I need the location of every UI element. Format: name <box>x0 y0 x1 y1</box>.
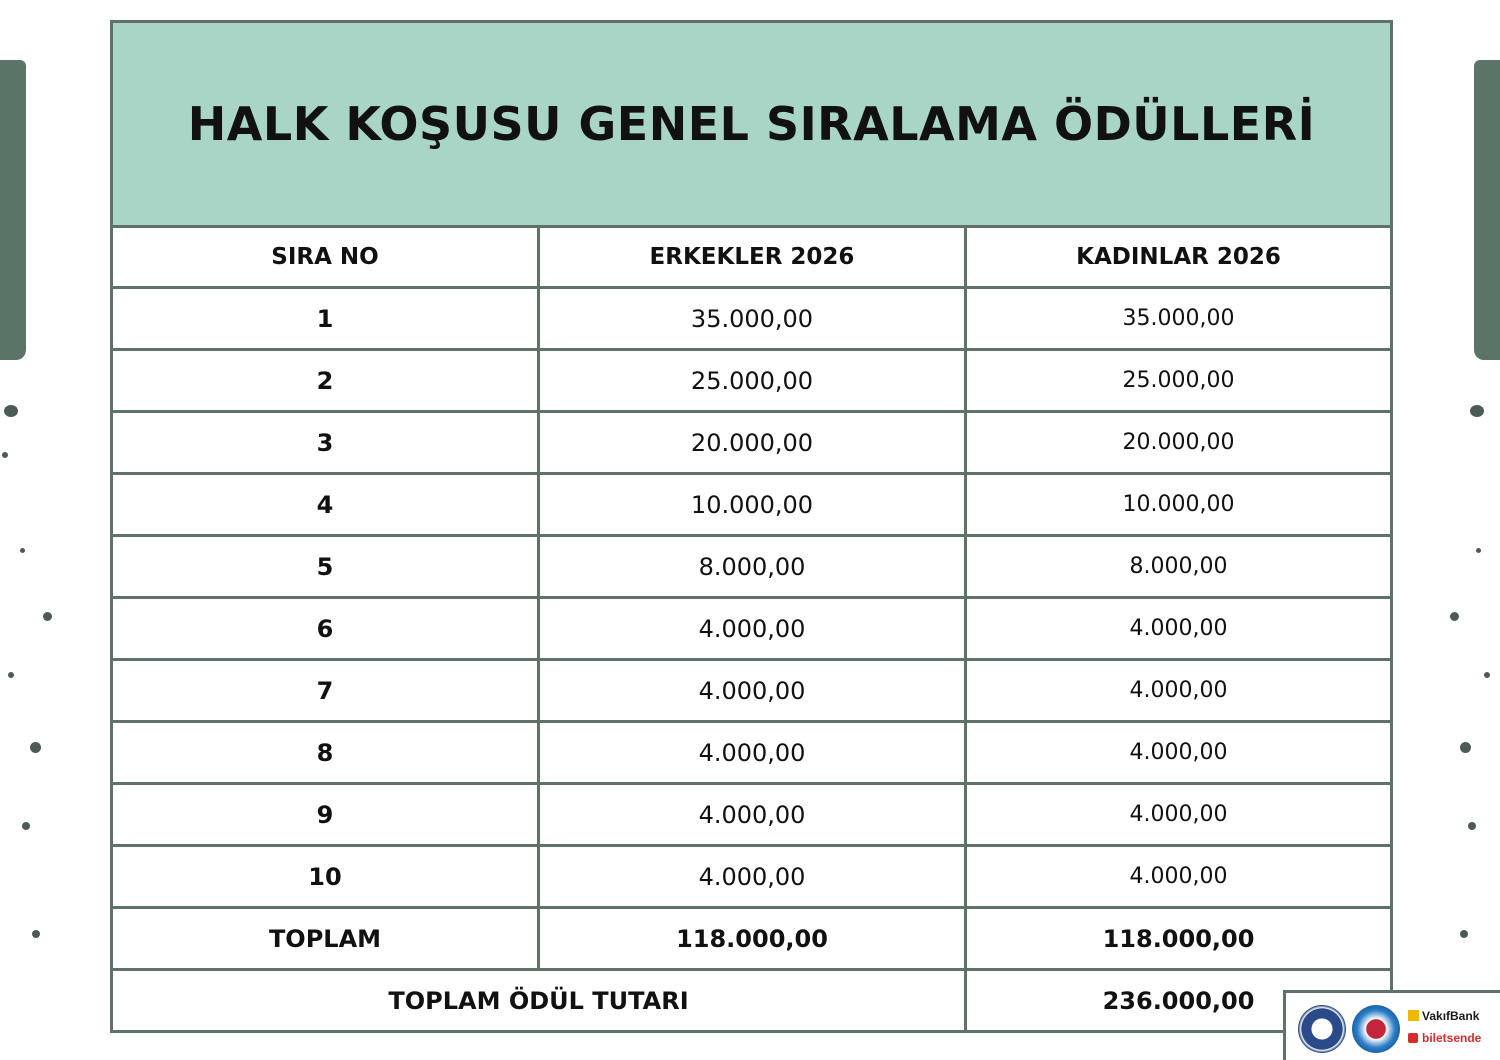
title-row <box>112 22 1392 227</box>
header-women: KADINLAR 2026 <box>966 227 1392 288</box>
table-row <box>112 350 1392 412</box>
decorative-brush-left <box>0 60 26 360</box>
decorative-speck <box>1468 822 1476 830</box>
vakifbank-name: VakıfBank <box>1422 1009 1480 1023</box>
women-prize-cell: 20.000,00 <box>966 412 1392 474</box>
women-prize-cell: 4.000,00 <box>966 784 1392 846</box>
women-prize-cell: 10.000,00 <box>966 474 1392 536</box>
decorative-speck <box>1450 612 1459 621</box>
header-men: ERKEKLER 2026 <box>539 227 966 288</box>
decorative-speck <box>1460 742 1471 753</box>
decorative-brush-right <box>1474 60 1500 360</box>
men-prize-cell: 4.000,00 <box>539 722 966 784</box>
table-row <box>112 412 1392 474</box>
total-men: 118.000,00 <box>539 908 966 970</box>
rank-cell: 10 <box>112 846 539 908</box>
grand-total-label: TOPLAM ÖDÜL TUTARI <box>112 970 966 1032</box>
sponsor-logos <box>1283 990 1500 1060</box>
rank-cell: 2 <box>112 350 539 412</box>
grand-total-value: 236.000,00 <box>966 970 1392 1032</box>
men-prize-cell: 4.000,00 <box>539 598 966 660</box>
federation-seal-icon <box>1352 1005 1400 1053</box>
rank-cell: 5 <box>112 536 539 598</box>
decorative-speck <box>8 672 14 678</box>
rank-cell: 6 <box>112 598 539 660</box>
decorative-speck <box>22 822 30 830</box>
decorative-speck <box>32 930 40 938</box>
rank-cell: 9 <box>112 784 539 846</box>
men-prize-cell: 4.000,00 <box>539 660 966 722</box>
women-prize-cell: 4.000,00 <box>966 660 1392 722</box>
header-rank: SIRA NO <box>112 227 539 288</box>
table-row <box>112 598 1392 660</box>
women-prize-cell: 4.000,00 <box>966 598 1392 660</box>
women-prize-cell: 8.000,00 <box>966 536 1392 598</box>
women-prize-cell: 25.000,00 <box>966 350 1392 412</box>
prize-table <box>110 20 1393 1033</box>
total-label: TOPLAM <box>112 908 539 970</box>
women-prize-cell: 35.000,00 <box>966 288 1392 350</box>
decorative-speck <box>1460 930 1468 938</box>
men-prize-cell: 4.000,00 <box>539 846 966 908</box>
women-prize-cell: 4.000,00 <box>966 846 1392 908</box>
table-row <box>112 846 1392 908</box>
men-prize-cell: 20.000,00 <box>539 412 966 474</box>
men-prize-cell: 35.000,00 <box>539 288 966 350</box>
page-title: HALK KOŞUSU GENEL SIRALAMA ÖDÜLLERİ <box>112 22 1392 227</box>
decorative-speck <box>1476 548 1481 553</box>
header-row <box>112 227 1392 288</box>
table-row <box>112 536 1392 598</box>
table-row <box>112 474 1392 536</box>
biletsende-logo <box>1408 1031 1481 1045</box>
rank-cell: 7 <box>112 660 539 722</box>
grand-total-row <box>112 970 1392 1032</box>
table-row <box>112 660 1392 722</box>
table-row <box>112 722 1392 784</box>
men-prize-cell: 4.000,00 <box>539 784 966 846</box>
biletsende-name: biletsende <box>1422 1031 1482 1045</box>
rank-cell: 4 <box>112 474 539 536</box>
women-prize-cell: 4.000,00 <box>966 722 1392 784</box>
decorative-speck <box>1470 405 1484 417</box>
rank-cell: 3 <box>112 412 539 474</box>
vakifbank-logo <box>1408 1009 1479 1023</box>
rank-cell: 1 <box>112 288 539 350</box>
men-prize-cell: 8.000,00 <box>539 536 966 598</box>
total-row <box>112 908 1392 970</box>
decorative-speck <box>20 548 25 553</box>
men-prize-cell: 10.000,00 <box>539 474 966 536</box>
total-women: 118.000,00 <box>966 908 1392 970</box>
table-row <box>112 288 1392 350</box>
decorative-speck <box>4 405 18 417</box>
men-prize-cell: 25.000,00 <box>539 350 966 412</box>
table-row <box>112 784 1392 846</box>
decorative-speck <box>2 452 8 458</box>
decorative-speck <box>43 612 52 621</box>
decorative-speck <box>1484 672 1490 678</box>
decorative-speck <box>30 742 41 753</box>
rank-cell: 8 <box>112 722 539 784</box>
vakifbank-mark-icon <box>1408 1010 1419 1021</box>
ticket-mark-icon <box>1408 1033 1418 1043</box>
municipality-seal-icon <box>1298 1005 1346 1053</box>
